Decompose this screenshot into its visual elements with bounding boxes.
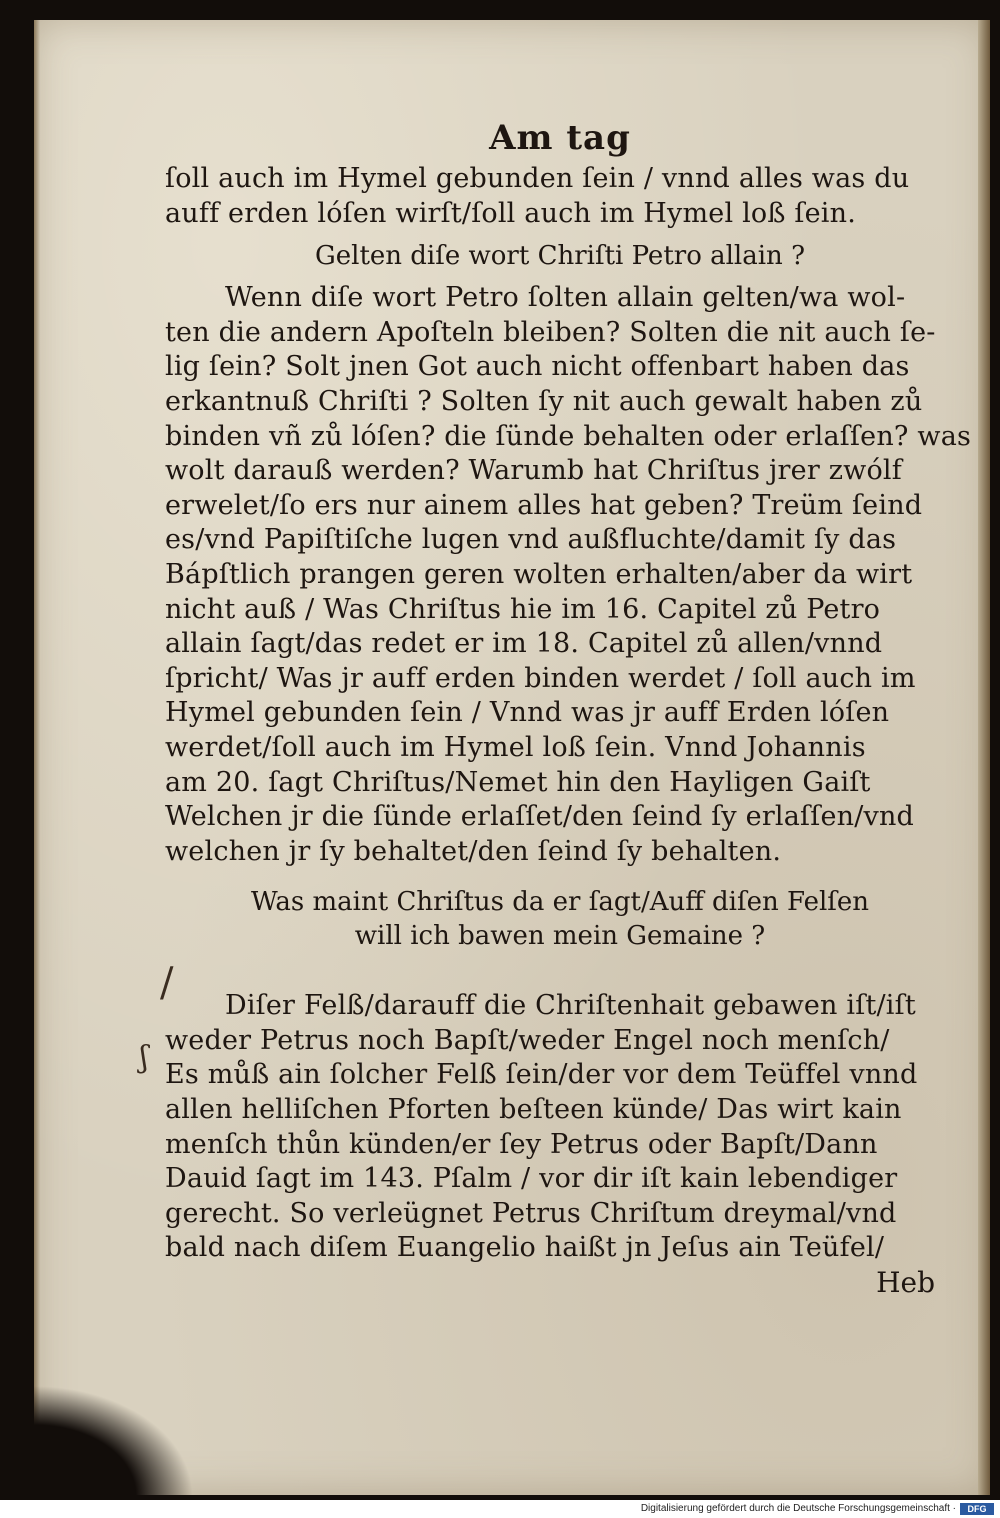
text-line: weder Petrus noch Bapſt/weder Engel noch menſch/ [165,1024,890,1056]
text-line: Welchen jr die ſünde erlaſſet/den ſeind ſy erlaſſen/vnd [165,801,915,833]
text-line: allen helliſchen Pforten beſteen künde/ Das wirt kain [165,1094,902,1126]
page-edge-right [978,20,990,1495]
funding-footer [0,1500,1000,1518]
text-line: menſch thůn künden/er ſey Petrus oder Bapſt/Dann [165,1128,878,1160]
text-line: bald nach diſem Euangelio haißt jn Jeſus ain Teüfel/ [165,1232,885,1264]
text-line: auff erden lóſen wirſt/ſoll auch im Hymel loß ſein. [165,197,856,229]
text-line: werdet/ſoll auch im Hymel loß ſein. Vnnd Johannis [165,731,866,763]
text-line: welchen jr ſy behaltet/den ſeind ſy behalten. [165,835,782,867]
text-line: nicht auß / Was Chriſtus hie im 16. Capitel zů Petro [165,593,881,625]
text-line: allain ſagt/das redet er im 18. Capitel zů allen/vnnd [165,628,883,660]
catchword: Heb [876,1266,935,1300]
section-heading: Was maint Chriſtus da er ſagt/Auff diſen Felſen [250,887,870,918]
page-damage [34,1385,194,1495]
text-line: ſpricht/ Was jr auff erden binden werdet / ſoll auch im [165,662,916,694]
text-line: Hymel gebunden ſein / Vnnd was jr auff Erden lóſen [165,697,890,729]
text-line: gerecht. So verleügnet Petrus Chriſtum dreymal/vnd [165,1197,897,1229]
section-heading: will ich bawen mein Gemaine ? [354,921,766,952]
running-head: Am tag [489,118,631,158]
margin-mark-slash: / [160,960,174,1006]
text-line: Wenn diſe wort Petro ſolten allain gelten/wa wol- [225,282,906,314]
text-line: ten die andern Apoſteln bleiben? Solten die nit auch ſe- [165,316,936,348]
funding-notice: Digitalisierung gefördert durch die Deutsche Forschungsgemeinschaft · [640,1503,956,1514]
text-line: Bápſtlich prangen geren wolten erhalten/aber da wirt [165,558,913,590]
text-line: Diſer Felß/darauff die Chriſtenhait gebawen iſt/iſt [225,990,916,1022]
text-line: Es můß ain ſolcher Felß ſein/der vor dem Teüffel vnnd [165,1059,918,1091]
text-line: lig ſein? Solt jnen Got auch nicht offenbart haben das [165,351,910,383]
section-heading: Gelten diſe wort Chriſti Petro allain ? [314,241,806,272]
page-edge-left [34,20,40,1495]
text-line: erkantnuß Chriſti ? Solten ſy nit auch gewalt haben zů [165,385,923,417]
page-text [165,118,972,1300]
margin-mark-hook: ʃ [140,1040,149,1075]
text-line: ſoll auch im Hymel gebunden ſein / vnnd alles was du [165,163,910,194]
text-line: wolt darauß werden? Warumb hat Chriſtus jrer zwólf [165,455,902,487]
text-line: binden vñ zů lóſen? die ſünde behalten oder erlaſſen? was [165,420,972,452]
text-line: es/vnd Papiſtiſche lugen vnd außfluchte/damit ſy das [165,524,897,556]
dfg-logo-icon: DFG [960,1503,994,1515]
text-line: Dauid ſagt im 143. Pſalm / vor dir iſt kain lebendiger [165,1163,898,1195]
text-line: erwelet/ſo ers nur ainem alles hat geben? Treüm ſeind [165,489,923,521]
text-line: am 20. ſagt Chriſtus/Nemet hin den Hayligen Gaiſt [165,766,871,798]
